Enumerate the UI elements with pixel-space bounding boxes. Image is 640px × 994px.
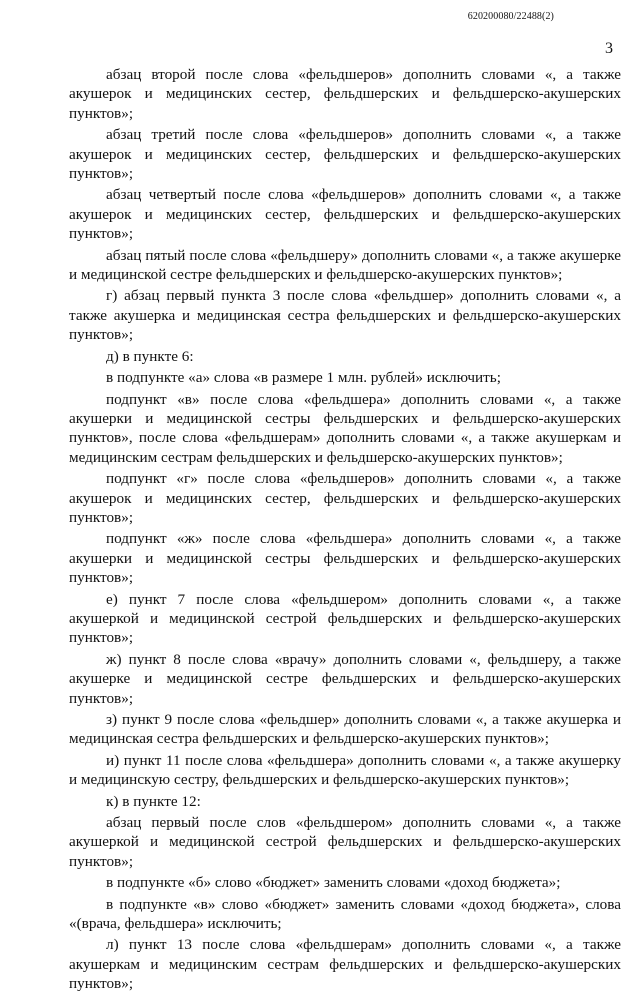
paragraph-17: в подпункте «б» слово «бюджет» заменить словами «доход бюджета»; [106, 874, 561, 892]
paragraph-15: к) в пункте 12: [106, 792, 201, 810]
paragraph-2: абзац третий после слова «фельдшеров» дополнить словами «, а также акушерок и медицинских сестер, фельдшерских и фельдшерско-акушерских пунктов»; [69, 126, 621, 183]
page-number: 3 [605, 40, 613, 57]
paragraph-3: абзац четвертый после слова «фельдшеров» дополнить словами «, а также акушерок и медицинских сестер, фельдшерских и фельдшерско-акушерских пунктов»; [69, 186, 621, 243]
document-body [69, 65, 621, 994]
paragraph-10: подпункт «ж» после слова «фельдшера» дополнить словами «, а также акушерки и медицинской сестры фельдшерских и фельдшерско-акушерских пунктов»; [69, 530, 621, 587]
paragraph-7: в подпункте «а» слова «в размере 1 млн. рублей» исключить; [106, 369, 501, 387]
paragraph-1: абзац второй после слова «фельдшеров» дополнить словами «, а также акушерок и медицинских сестер, фельдшерских и фельдшерско-акушерских пунктов»; [69, 66, 621, 122]
paragraph-19: л) пункт 13 после слова «фельдшерам» дополнить словами «, а также акушеркам и медицинским сестрам фельдшерских и фельдшерско-акушерских пунктов»; [69, 936, 621, 993]
paragraph-4: абзац пятый после слова «фельдшеру» дополнить словами «, а также акушерке и медицинской сестре фельдшерских и фельдшерско-акушерских пунктов»; [69, 246, 621, 284]
paragraph-16: абзац первый после слов «фельдшером» дополнить словами «, а также акушеркой и медицинской сестрой фельдшерских и фельдшерско-акушерских пунктов»; [69, 814, 621, 870]
paragraph-8: подпункт «в» после слова «фельдшера» дополнить словами «, а также акушерки и медицинской сестры фельдшерских и фельдшерско-акушерских пунктов», после слова «фельдшерам» дополнить словами «, а также акушеркам и медицинским сестрам фельдшерских и фельдшерско-акушерских пунктов»; [69, 390, 621, 466]
paragraph-5: г) абзац первый пункта 3 после слова «фельдшер» дополнить словами «, а также акушерка и медицинская сестра фельдшерских и фельдшерско-акушерских пунктов»; [69, 287, 621, 344]
paragraph-9: подпункт «г» после слова «фельдшеров» дополнить словами «, а также акушерок и медицинских сестер, фельдшерских и фельдшерско-акушерских пунктов»; [69, 470, 621, 526]
paragraph-13: з) пункт 9 после слова «фельдшер» дополнить словами «, а также акушерка и медицинская сестра фельдшерских и фельдшерско-акушерских пунктов»; [69, 711, 621, 748]
paragraph-18: в подпункте «в» слово «бюджет» заменить словами «доход бюджета», слова «(врача, фельдшера» исключить; [69, 895, 621, 933]
paragraph-6: д) в пункте 6: [106, 347, 194, 365]
paragraph-14: и) пункт 11 после слова «фельдшера» дополнить словами «, а также акушерку и медицинскую сестру, фельдшерских и фельдшерско-акушерских пунктов»; [69, 751, 621, 789]
document-id: 620200080/22488(2) [467, 11, 554, 22]
paragraph-12: ж) пункт 8 после слова «врачу» дополнить словами «, фельдшеру, а также акушерке и медицинской сестре фельдшерских и фельдшерско-акушерских пунктов»; [69, 650, 621, 707]
paragraph-11: е) пункт 7 после слова «фельдшером» дополнить словами «, а также акушеркой и медицинской сестрой фельдшерских и фельдшерско-акушерских пунктов»; [69, 590, 621, 647]
